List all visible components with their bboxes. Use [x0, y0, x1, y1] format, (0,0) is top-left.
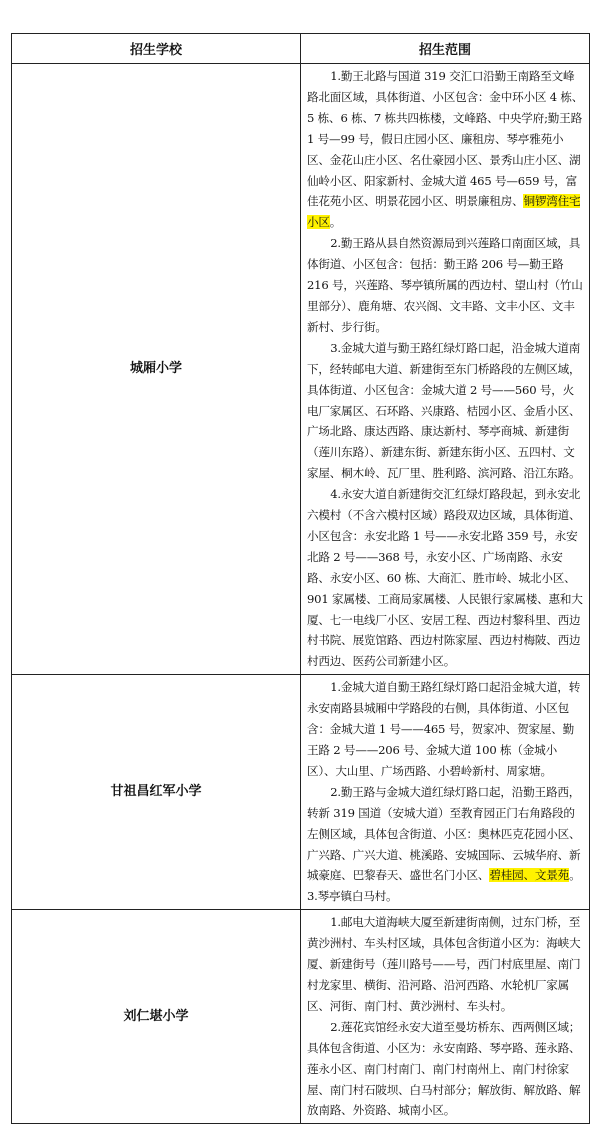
- highlighted-text: 碧桂园、文景苑: [489, 868, 570, 883]
- table-row: [12, 910, 590, 1124]
- table-row: [12, 675, 590, 910]
- range-cell: [301, 910, 590, 1124]
- range-item: 2.莲花宾馆经永安大道至曼坊桥东、西两侧区域；具体包含街道、小区为：永安南路、琴亭路、莲永路、莲永小区、南门村南门、南门村南州上、南门村徐家屋、南门村石陂坝、白马村部分；解放街、解放路、解放南路、外资路、城南小区。: [307, 1019, 581, 1118]
- school-name: 甘祖昌红军小学: [12, 675, 301, 910]
- highlighted-text: 铜锣湾住宅小区: [307, 194, 581, 230]
- enrollment-table: [11, 33, 590, 1124]
- range-cell: [301, 64, 590, 675]
- range-item: 1.邮电大道海峡大厦至新建街南侧，过东门桥，至黄沙洲村、车头村区域，具体包含街道小区为：海峡大厦、新建街号（莲川路号——号，西门村底里屋、南门村龙家里、横街、沿河路、沿河西路、水轮机厂家属区、河街、南门村、黄沙洲村、车头村。: [307, 915, 581, 1013]
- school-name: 刘仁堪小学: [12, 910, 301, 1124]
- header-school: 招生学校: [12, 34, 301, 64]
- table-row: [12, 64, 590, 675]
- header-range: 招生范围: [301, 34, 590, 64]
- range-item: 1.勤王北路与国道 319 交汇口沿勤王南路至文峰路北面区域，具体街道、小区包含：金中环小区 4 栋、5 栋、6 栋、7 栋共四栋楼，文峰路、中央学府;勤王路 1 号—99 号，假日庄园小区、廉租房、琴亭雅苑小区、金花山庄小区、名仕豪园小区、景秀山庄小区、湖仙岭小区、阳家新村、金城大道 465 号—659 号，富佳花苑小区、明景花园小区、明景廉租房、铜锣湾住宅小区。: [307, 69, 584, 230]
- range-item: 1.金城大道自勤王路红绿灯路口起沿金城大道，转永安南路县城厢中学路段的右侧，具体街道、小区包含：金城大道 1 号——465 号，贺家冲、贺家屋、勤王路 2 号——206 号、金城大道 100 栋（金城小区）、大山里、广场西路、小碧岭新村、周家塘。: [307, 680, 581, 778]
- range-cell: [301, 675, 590, 910]
- table-header-row: [12, 34, 590, 64]
- range-item: 2.勤王路与金城大道红绿灯路口起，沿勤王路西，转新 319 国道（安城大道）至教育园正门右角路段的左侧区域，具体包含街道、小区：奥林匹克花园小区、广兴路、广兴大道、桃溪路、安城国际、云城华府、新城豪庭、巴黎春天、盛世名门小区、碧桂园、文景苑。: [307, 784, 581, 883]
- range-item: 4.永安大道自新建街交汇红绿灯路段起，到永安北六模村（不含六模村区域）路段双边区域，具体街道、小区包含：永安北路 1 号——永安北路 359 号，永安北路 2 号——368 号，永安小区、广场南路、永安路、永安小区、60 栋、大商汇、胜市岭、城北小区、901 家属楼、工商局家属楼、人民银行家属楼、惠和大厦、七一电线厂小区、安居工程、西边村黎科里、西边村书院、展览馆路、西边村陈家屋、西边村梅陂、西边村西边、医药公司新建小区。: [307, 487, 583, 669]
- school-name: 城厢小学: [12, 64, 301, 675]
- range-item: 3.琴亭镇白马村。: [307, 889, 398, 904]
- range-item: 3.金城大道与勤王路红绿灯路口起，沿金城大道南下，经转邮电大道、新建街至东门桥路段的左侧区域，具体街道、小区包含：金城大道 2 号——560 号，火电厂家属区、石环路、兴康路、桔园小区、金盾小区、广场北路、康达西路、康达新村、琴亭商城、新建街（莲川东路）、新建东街、新建东街小区、五四村、文家屋、桐木岭、瓦厂里、胜利路、滨河路、沿江东路。: [307, 340, 581, 481]
- range-item: 2.勤王路从县自然资源局到兴莲路口南面区域，具体街道、小区包含：包括：勤王路 206 号—勤王路 216 号，兴莲路、琴亭镇所属的西边村、望山村（竹山里部分）、鹿角塘、农兴阁、文丰路、文丰小区、文丰新村、步行街。: [307, 236, 583, 334]
